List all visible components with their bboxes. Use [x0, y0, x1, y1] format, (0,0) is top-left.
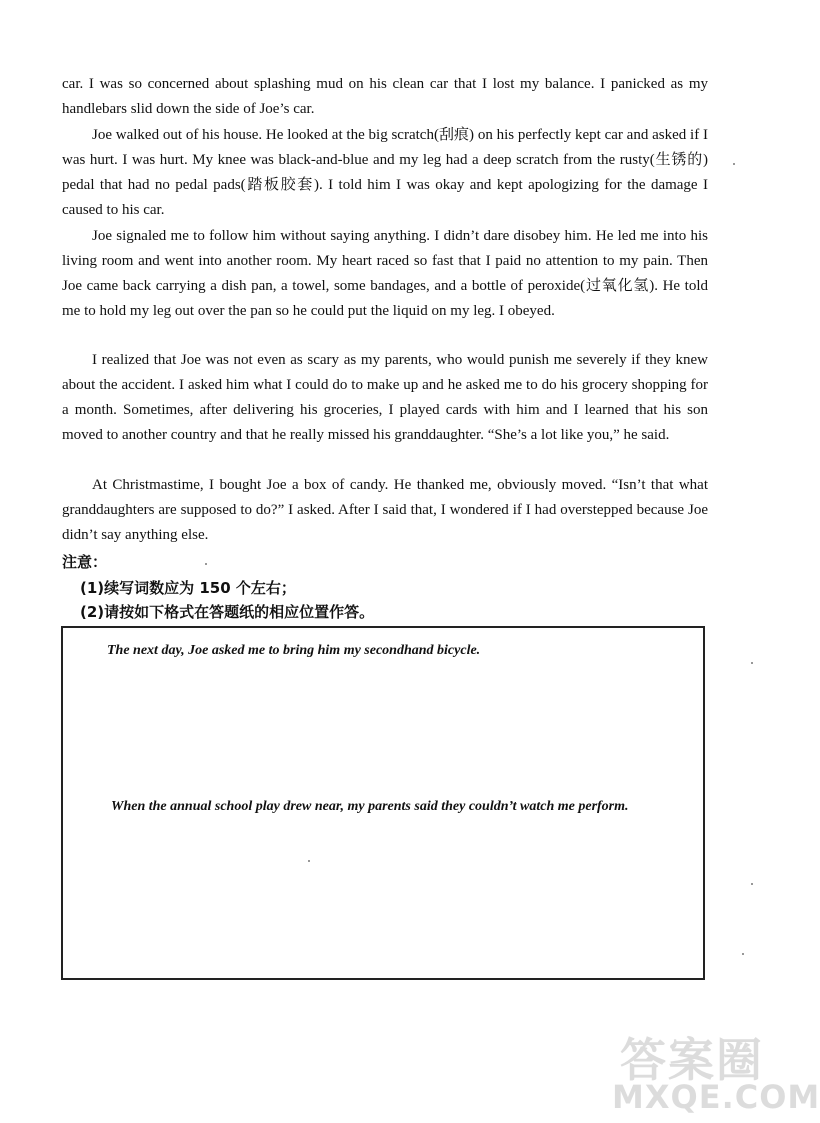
site-watermark	[612, 1020, 820, 1120]
scan-speck	[751, 662, 753, 664]
passage-paragraph-5: At Christmastime, I bought Joe a box of candy. He thanked me, obviously moved. “Isn’t that what granddaughters are supposed to do?” I asked. After I said that, I wondered if I had overstepped because Joe didn’t say anything else.	[62, 477, 708, 543]
note-item-format: (2)请按如下格式在答题纸的相应位置作答。	[80, 603, 375, 621]
scan-speck	[742, 953, 744, 955]
passage-paragraph-1: car. I was so concerned about splashing mud on his clean car that I lost my balance. I panicked as my handlebars slid down the side of Joe’s car.	[62, 76, 708, 117]
answer-box	[61, 626, 705, 980]
note-item-word-count: (1)续写词数应为 150 个左右；	[80, 579, 296, 597]
scan-speck	[308, 860, 310, 862]
passage-paragraph-3: Joe signaled me to follow him without saying anything. I didn’t dare disobey him. He led me into his living room and went into another room. My heart raced so fast that I paid no attention to my pain. Then Joe came back carrying a dish pan, a towel, some bandages, and a bottle of peroxide(过氧化氢). He told me to hold my leg out over the pan so he could put the liquid on my leg. I obeyed.	[62, 228, 708, 319]
scan-speck	[733, 163, 735, 165]
continuation-opening-1: The next day, Joe asked me to bring him my secondhand bicycle.	[107, 643, 481, 658]
passage-paragraph-4: I realized that Joe was not even as scary as my parents, who would punish me severely if they knew about the accident. I asked him what I could do to make up and he asked me to do his grocery shopping for a month. Sometimes, after delivering his groceries, I played cards with him and I learned that his son moved to another country and that he really missed his granddaughter. “She’s a lot like you,” he said.	[62, 352, 708, 443]
watermark-logo-text: 答案圈	[620, 1033, 764, 1087]
passage-paragraph-2: Joe walked out of his house. He looked at the big scratch(刮痕) on his perfectly kept car and asked if I was hurt. I was hurt. My knee was black-and-blue and my leg had a deep scratch from the rusty(生锈的) pedal that had no pedal pads(踏板胶套). I told him I was okay and kept apologizing for the damage I caused to his car.	[62, 127, 708, 218]
scan-speck	[205, 563, 207, 565]
notes-heading: 注意：	[62, 553, 108, 571]
continuation-opening-2: When the annual school play drew near, my parents said they couldn’t watch me perform.	[111, 799, 629, 814]
watermark-url-text: MXQE.COM	[612, 1078, 820, 1116]
scan-speck	[751, 883, 753, 885]
